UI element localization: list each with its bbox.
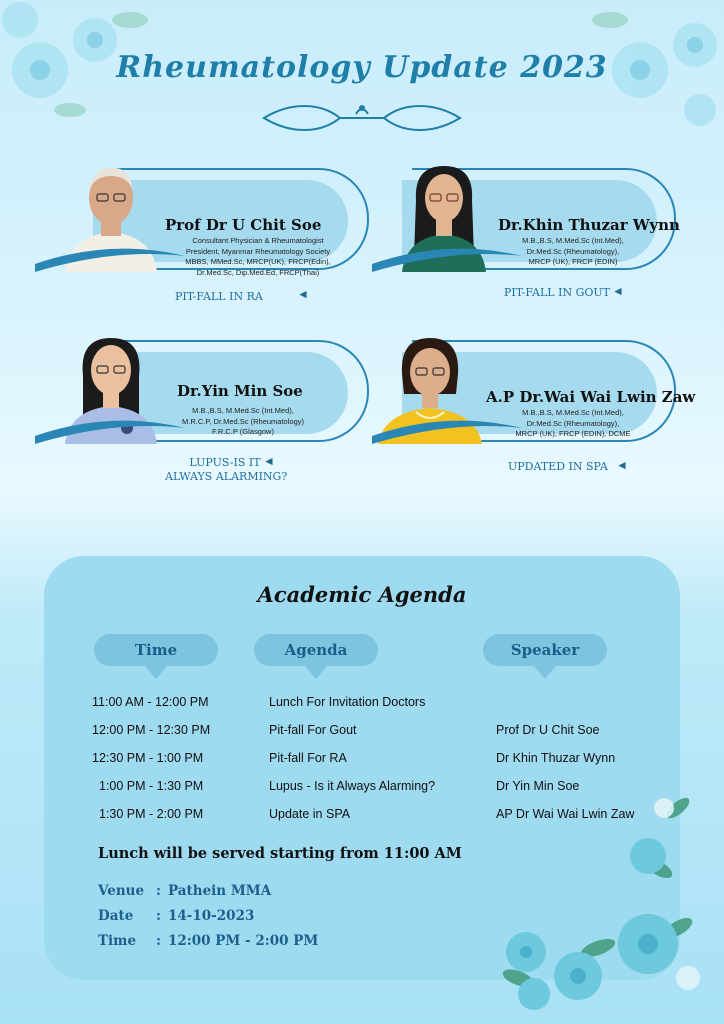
- arrow-left-icon: ◄: [297, 287, 309, 301]
- title-flourish-ornament: [260, 100, 464, 136]
- speaker-name: Prof Dr U Chit Soe: [165, 216, 322, 234]
- speaker-name: A.P Dr.Wai Wai Lwin Zaw: [486, 388, 696, 406]
- agenda-item: Lunch For Invitation Doctors: [269, 695, 426, 709]
- arrow-left-icon: ◄: [616, 458, 628, 472]
- flower-decoration-bottom-right: [478, 748, 718, 1012]
- agenda-row: [0, 723, 724, 743]
- speaker-card-khin-thuzar-wynn: [372, 160, 702, 299]
- agenda-title: Academic Agenda: [257, 582, 467, 607]
- info-label: Date: [98, 908, 134, 924]
- info-value: Pathein MMA: [168, 883, 272, 899]
- column-header-speaker: Speaker: [483, 634, 607, 666]
- agenda-speaker: Dr Yin Min Soe: [496, 779, 580, 793]
- info-separator: :: [156, 883, 161, 899]
- info-value: 14-10-2023: [168, 908, 255, 924]
- agenda-time: 12:30 PM - 1:00 PM: [92, 751, 204, 765]
- speaker-card-wai-wai-lwin-zaw: [372, 332, 702, 473]
- column-header-time: Time: [94, 634, 218, 666]
- agenda-item: Pit-fall For RA: [269, 751, 347, 765]
- info-value: 12:00 PM - 2:00 PM: [168, 933, 319, 949]
- agenda-speaker: AP Dr Wai Wai Lwin Zaw: [496, 807, 635, 821]
- speaker-qualifications: Consultant Physician & Rheumatologist President, Myanmar Rheumatology Society MBBS, MMed.Sc, MRCP(UK), FRCP(Edin), Dr.Med.Sc, Dip.Med.Ed, FRCP(Thai): [185, 236, 331, 277]
- agenda-speaker: Dr Khin Thuzar Wynn: [496, 751, 616, 765]
- talk-topic: PIT-FALL IN RA: [175, 290, 263, 303]
- info-label: Time: [98, 933, 137, 949]
- speaker-card-yin-min-soe: [45, 332, 375, 483]
- agenda-item: Lupus - Is it Always Alarming?: [269, 779, 436, 793]
- agenda-time: 11:00 AM - 12:00 PM: [92, 695, 209, 709]
- lunch-note: Lunch will be served starting from 11:00 AM: [98, 845, 462, 862]
- info-separator: :: [156, 908, 161, 924]
- info-separator: :: [156, 933, 161, 949]
- agenda-time: 1:00 PM - 1:30 PM: [99, 779, 204, 793]
- agenda-item: Pit-fall For Gout: [269, 723, 357, 737]
- speaker-name: Dr.Khin Thuzar Wynn: [498, 216, 680, 234]
- agenda-time: 12:00 PM - 12:30 PM: [92, 723, 211, 737]
- agenda-time: 1:30 PM - 2:00 PM: [99, 807, 204, 821]
- talk-topic: LUPUS-IS IT ALWAYS ALARMING?: [165, 456, 288, 483]
- speaker-name: Dr.Yin Min Soe: [177, 382, 303, 400]
- column-header-agenda: Agenda: [254, 634, 378, 666]
- page-title: Rheumatology Update 2023: [116, 50, 608, 85]
- talk-topic: PIT-FALL IN GOUT: [504, 286, 610, 299]
- speaker-qualifications: M.B.,B.S, M.Med.Sc (Int.Med), Dr.Med.Sc (Rheumatology), MRCP (UK), FRCP (EDIN): [522, 236, 624, 266]
- speaker-card-chit-soe: [45, 160, 375, 303]
- speaker-qualifications: M.B.,B.S, M.Med.Sc (Int.Med), M.R.C.P, Dr.Med.Sc (Rheumatology) F.R.C.P (Glasgow): [182, 406, 304, 436]
- agenda-row: [0, 695, 724, 715]
- arrow-left-icon: ◄: [263, 454, 275, 468]
- info-label: Venue: [98, 883, 145, 899]
- arrow-left-icon: ◄: [612, 284, 624, 298]
- speaker-qualifications: M.B.,B.S, M.Med.Sc (Int.Med), Dr.Med.Sc (Rheumatology), MRCP (UK), FRCP (EDIN), DCME: [515, 408, 631, 438]
- agenda-item: Update in SPA: [269, 807, 351, 821]
- agenda-speaker: Prof Dr U Chit Soe: [496, 723, 600, 737]
- talk-topic: UPDATED IN SPA: [508, 460, 608, 473]
